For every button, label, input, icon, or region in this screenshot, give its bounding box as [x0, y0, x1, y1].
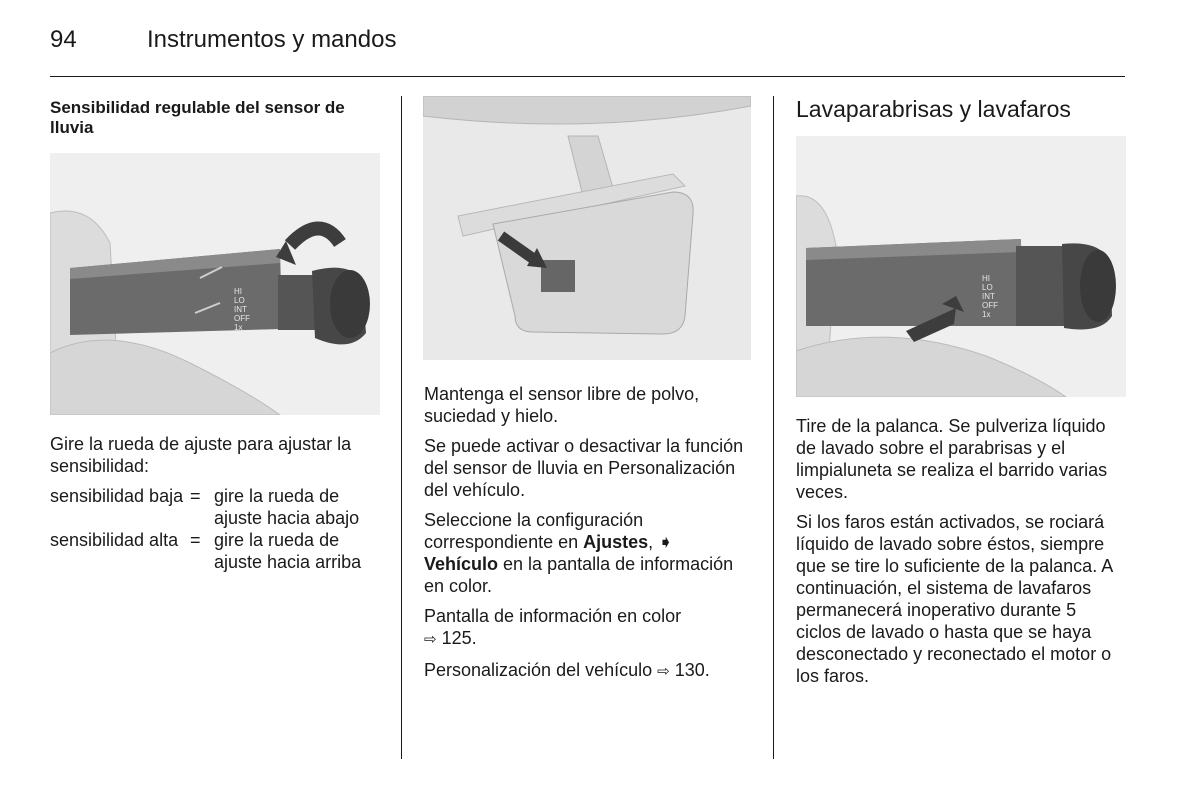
settings-instruction	[424, 509, 750, 597]
color-display-text: Pantalla de información en color	[424, 606, 682, 626]
sensitivity-table	[50, 485, 380, 573]
stalk-label-1x: 1x	[234, 323, 243, 332]
equals-sign: =	[190, 486, 201, 506]
washer-stalk-illustration	[796, 136, 1126, 397]
stalk-label-off: OFF	[234, 314, 250, 323]
wiper-stalk-illustration	[50, 153, 380, 415]
column-divider-1	[401, 96, 402, 759]
page-reference-icon: ⇨	[424, 631, 437, 648]
column-1-body	[50, 433, 382, 573]
term-high: sensibilidad alta	[50, 530, 179, 550]
figure-rain-sensor-stalk	[50, 153, 380, 415]
menu-vehiculo: Vehículo	[424, 554, 499, 574]
personalization-text: Personalización del vehículo	[424, 660, 653, 680]
settings-text-pre: Seleccione la configuración correspondiente en	[424, 510, 644, 552]
page-reference-icon: ⇨	[657, 663, 670, 680]
equals-sign: =	[190, 530, 201, 550]
table-row	[50, 485, 380, 529]
stalk-label-1x: 1x	[982, 310, 991, 319]
stalk-label-lo: LO	[982, 283, 993, 292]
stalk-label-off: OFF	[982, 301, 998, 310]
activate-instruction: Se puede activar o desactivar la función del sensor de lluvia en Personalización del vehículo.	[424, 436, 744, 500]
column-divider-2	[773, 96, 774, 759]
column-1	[50, 98, 382, 138]
stalk-label-lo: LO	[234, 296, 245, 305]
page-reference[interactable]: 125.	[441, 628, 477, 648]
stalk-label-int: INT	[234, 305, 247, 314]
section-heading: Lavaparabrisas y lavafaros	[796, 96, 1071, 122]
instruction-text: Gire la rueda de ajuste para ajustar la sensibilidad:	[50, 434, 352, 476]
column-3-header	[796, 95, 1126, 123]
description-low: gire la rueda de ajuste hacia abajo	[214, 486, 360, 528]
column-3-body	[796, 415, 1126, 695]
stalk-label-hi: HI	[982, 274, 990, 283]
section-subheading: Sensibilidad regulable del sensor de lluvia	[50, 98, 345, 137]
table-row	[50, 529, 380, 573]
page-title: Instrumentos y mandos	[147, 26, 397, 53]
header-divider	[50, 76, 1125, 77]
figure-rain-sensor	[423, 96, 751, 360]
figure-washer-stalk	[796, 136, 1126, 397]
stalk-label-int: INT	[982, 292, 995, 301]
separator-comma: ,	[648, 532, 659, 552]
settings-text-post: en la pantalla de información en color.	[424, 554, 734, 596]
description-high: gire la rueda de ajuste hacia arriba	[214, 530, 362, 572]
rain-sensor-illustration	[423, 96, 751, 360]
dust-instruction: Mantenga el sensor libre de polvo, suciedad y hielo.	[424, 384, 700, 426]
menu-ajustes: Ajustes	[583, 532, 649, 552]
pull-lever-text: Tire de la palanca. Se pulveriza líquido de lavado sobre el parabrisas y el limpialuneta se realiza el barrido varias veces.	[796, 416, 1108, 502]
term-low: sensibilidad baja	[50, 486, 184, 506]
menu-arrow-icon: ➧	[658, 532, 674, 552]
page-reference[interactable]: 130.	[674, 660, 710, 680]
color-display-reference	[424, 605, 750, 651]
page-number: 94	[50, 26, 77, 53]
headlamp-washer-text: Si los faros están activados, se rociará líquido de lavado sobre éstos, siempre que se tire lo suficiente de la palanca. A continuación, el sistema de lavafaros permanecerá inoperativo durante 5 ciclos de lavado o hasta que se haya desconectado y reconectado el motor o los faros.	[796, 512, 1113, 686]
column-2-body	[424, 383, 750, 691]
personalization-reference	[424, 659, 750, 683]
stalk-label-hi: HI	[234, 287, 242, 296]
